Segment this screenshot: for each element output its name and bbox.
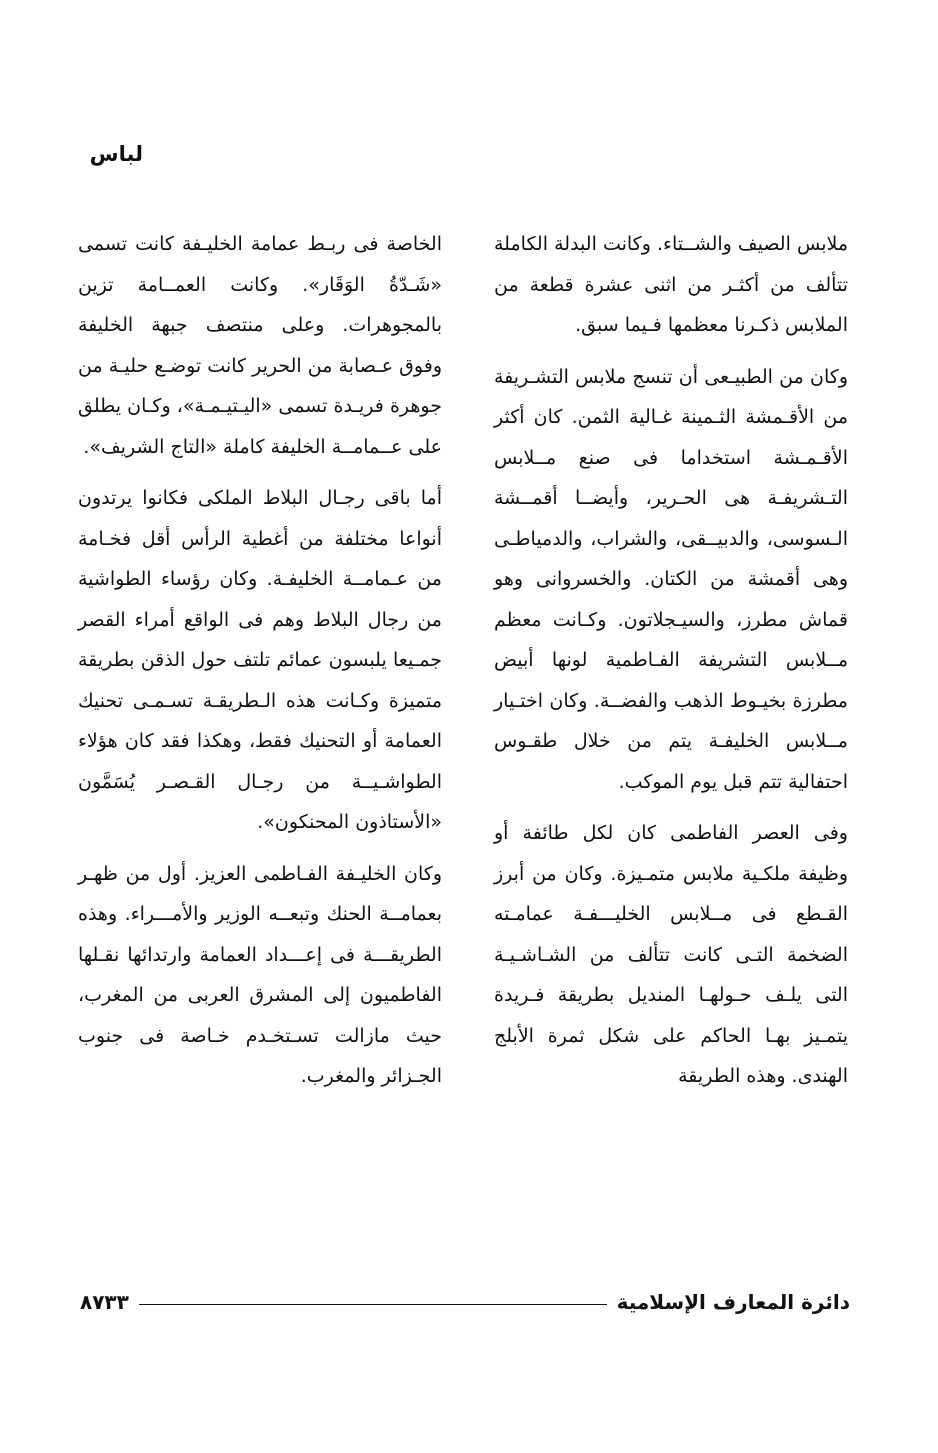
paragraph: وكان الخليـفة الفـاطمى العزيز. أول من ظهـر بعمامــة الحنك وتبعــه الوزير والأمـــراء. وهذه الطريقـــة فى إعـــداد العمامة وارتدائها نقـلها الفاطميون إلى المشرق العربى من المغرب، حيث مازالت تسـتخـدم خـاصة فى جنوب الجـزائر والمغرب. xyxy=(78,862,442,1087)
footer-rule xyxy=(139,1304,607,1305)
running-head: لباس xyxy=(89,142,143,166)
paragraph: وفى العصر الفاطمى كان لكل طائفة أو وظيفة ملكـية ملابس متمـيزة. وكان من أبرز القـطع فى مــلابس الخليـــفـة عمامـته الضخمة التـى كانت تتألف من الشـاشـيـة التى يلـف حـولهـا المنديل بطريقة فـريدة يتمـيز بهـا الحاكم على شكل ثمرة الأبلج الهندى. وهذه الطريقة xyxy=(494,822,848,1087)
paragraph: الخاصة فى ربـط عمامة الخليـفة كانت تسمى «شَـدّةُ الوَقَار». وكانت العمــامة تزين بالمجوهرات. وعلى منتصف جبهة الخليفة وفوق عـصابة من الحرير كانت توضـع حليـة من جوهرة فريـدة تسمى «اليـتيـمـة»، وكـان يطلق على عــمامــة الخليفة كاملة «التاج الشريف». xyxy=(78,233,442,458)
page-number: ٨٧٣٣ xyxy=(80,1290,129,1314)
left-text-column xyxy=(78,224,442,1108)
paragraph: أما باقى رجـال البلاط الملكى فكانوا يرتدون أنواعا مختلفة من أغطية الرأس أقل فخـامة من عـمامــة الخليفـة. وكان رؤساء الطواشية من رجال البلاط وهم فى الواقع أمراء القصر جمـيعا يلبسون عمائم تلتف حول الذقن بطريقة متميزة وكـانت هذه الـطريقـة تسـمـى تحنيك العمامة أو التحنيك فقط، وهكذا فقد كان هؤلاء الطواشـيــة من رجـال القـصـر يُسَمَّون «الأستاذون المحنكون». xyxy=(78,487,442,833)
publication-title: دائرة المعارف الإسلامية xyxy=(616,1290,850,1314)
paragraph: ملابس الصيف والشــتاء. وكانت البدلة الكاملة تتألف من أكثـر من اثنى عشرة قطعة من الملابس ذكـرنا معظمها فـيما سبق. xyxy=(494,233,848,336)
page-footer xyxy=(80,1282,850,1322)
right-text-column xyxy=(494,224,848,1108)
paragraph: وكان من الطبيـعى أن تنسج ملابس التشـريفة من الأقـمشة الثـمينة غـالية الثمن. كان أكثر الأقـمـشة استخداما فى صنع مــلابس التـشريفـة هى الحـرير، وأيضــا أقمــشة الـسوسى، والدبيــقى، والشراب، والدمياطـى وهى أقمشة من الكتان. والخسروانى وهو قماش مطرز، والسيـجلاتون. وكـانت معظم مــلابس التشريفة الفـاطمية لونها أبيض مطرزة بخيـوط الذهب والفضــة. وكان اختـيار مــلابس الخليفـة يتم من خلال طقـوس احتفالية تتم قبل يوم الموكب. xyxy=(494,365,848,793)
